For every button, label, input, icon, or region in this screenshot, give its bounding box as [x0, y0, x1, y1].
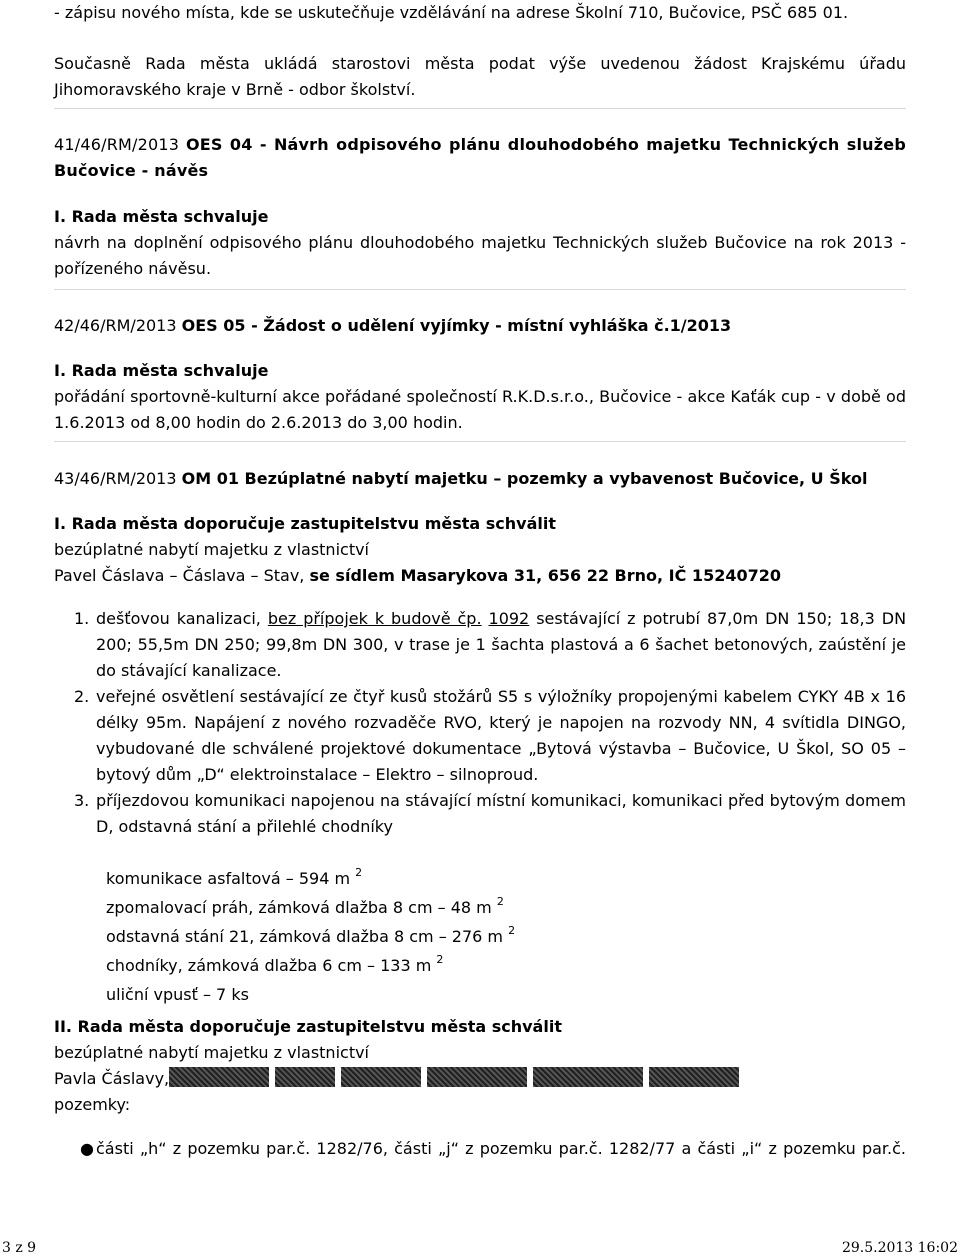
resolution-43-number: 43/46/RM/2013	[54, 469, 177, 488]
resolution-42	[54, 313, 906, 339]
acquisition-text-2: bezúplatné nabytí majetku z vlastnictví	[54, 1043, 369, 1062]
resolution-42-number: 42/46/RM/2013	[54, 316, 177, 335]
bullet-icon: ●	[80, 1139, 94, 1158]
pozemky-label: pozemky:	[54, 1095, 131, 1114]
area-item: uliční vpusť – 7 ks	[106, 985, 249, 1004]
area-item: odstavná stání 21, zámková dlažba 8 cm – 276 m $^2$	[106, 924, 516, 946]
resolution-42-text: pořádání sportovně-kulturní akce pořádané společností R.K.D.s.r.o., Bučovice - akce Kaťák cup - v době od 1.6.2013 od 8,00 hodin do 2.6.2013 do 3,00 hodin.	[54, 387, 906, 432]
separator-2	[54, 289, 906, 290]
resolution-41-text: návrh na doplnění odpisového plánu dlouhodobého majetku Technických služeb Bučovice na rok 2013 - pořízeného návěsu.	[54, 233, 906, 278]
list-item: 1. dešťovou kanalizaci, bez přípojek k budově čp. 1092 sestávající z potrubí 87,0m DN 150; 18,3 DN 200; 55,5m DN 250; 99,8m DN 300, v trase je 1 šachta plastová a 6 šachet betonových, zaústění je do stávající kanalizace.	[74, 609, 907, 680]
link-1092[interactable]: 1092	[488, 609, 530, 628]
resolution-41	[54, 132, 906, 184]
separator-1	[54, 108, 906, 109]
acquisition-text-1: bezúplatné nabytí majetku z vlastnictví	[54, 540, 369, 559]
page-number: 3 z 9	[2, 1240, 37, 1256]
redaction-block	[427, 1067, 527, 1087]
resolution-43-title: OM 01 Bezúplatné nabytí majetku – pozemky a vybavenost Bučovice, U Škol	[181, 469, 868, 488]
resolution-42-heading: I. Rada města schvaluje	[54, 361, 269, 380]
list-item: 3. příjezdovou komunikaci napojenou na stávající místní komunikaci, komunikaci před bytovým domem D, odstavná stání a přilehlé chodníky	[74, 791, 906, 836]
redaction-block	[341, 1067, 421, 1087]
resolution-43-heading-2: II. Rada města doporučuje zastupitelstvu města schválit	[54, 1017, 562, 1036]
resolution-41-title: OES 04 - Návrh odpisového plánu dlouhodobého majetku Technických služeb Bučovice - návěs	[54, 135, 906, 180]
page-footer	[0, 1238, 960, 1258]
intro-paragraph: Současně Rada města ukládá starostovi města podat výše uvedenou žádost Krajskému úřadu Jihomoravského kraje v Brně - odbor školství.	[54, 54, 906, 99]
resolution-41-number: 41/46/RM/2013	[54, 135, 180, 154]
redaction-block	[275, 1067, 335, 1087]
area-item: komunikace asfaltová – 594 m $^2$	[106, 866, 363, 888]
link-bez-pripojek[interactable]: bez přípojek k budově čp.	[267, 609, 482, 628]
area-list	[106, 864, 906, 1009]
redaction-block	[533, 1067, 643, 1087]
redaction-block	[649, 1067, 739, 1087]
separator-3	[54, 441, 906, 442]
owner-address: se sídlem Masarykova 31, 656 22 Brno, IČ 15240720	[309, 566, 781, 585]
parcel-bullet: ● části „h“ z pozemku par.č. 1282/76, části „j“ z pozemku par.č. 1282/77 a části „i“ z pozemku par.č.	[54, 1136, 906, 1162]
list-item: 2. veřejné osvětlení sestávající ze čtyř kusů stožárů S5 s výložníky propojenými kabelem CYKY 4B x 16 délky 95m. Napájení z nového rozvaděče RVO, který je napojen na rozvody NN, 4 svítidla DINGO, vybudované dle schválené projektové dokumentace „Bytová výstavba – Bučovice, U Škol, SO 05 – bytový dům „D“ elektroinstalace – Elektro – silnoproud.	[74, 687, 906, 784]
resolution-43	[54, 466, 906, 492]
redaction-block	[169, 1067, 269, 1087]
print-datetime: 29.5.2013 16:02	[841, 1240, 958, 1256]
resolution-41-heading: I. Rada města schvaluje	[54, 207, 269, 226]
resolution-42-title: OES 05 - Žádost o udělení vyjímky - místní vyhláška č.1/2013	[181, 316, 732, 335]
area-item: zpomalovací práh, zámková dlažba 8 cm – 48 m $^2$	[106, 895, 504, 917]
owner-2-name: Pavla Čáslavy,	[54, 1069, 170, 1088]
area-item: chodníky, zámková dlažba 6 cm – 133 m $^2$	[106, 953, 444, 975]
asset-list	[54, 606, 906, 840]
intro-line: - zápisu nového místa, kde se uskutečňuje vzdělávání na adrese Školní 710, Bučovice, PSČ 685 01.	[54, 3, 849, 22]
resolution-43-heading-1: I. Rada města doporučuje zastupitelstvu města schválit	[54, 514, 557, 533]
owner-name: Pavel Čáslava – Čáslava – Stav,	[54, 566, 305, 585]
